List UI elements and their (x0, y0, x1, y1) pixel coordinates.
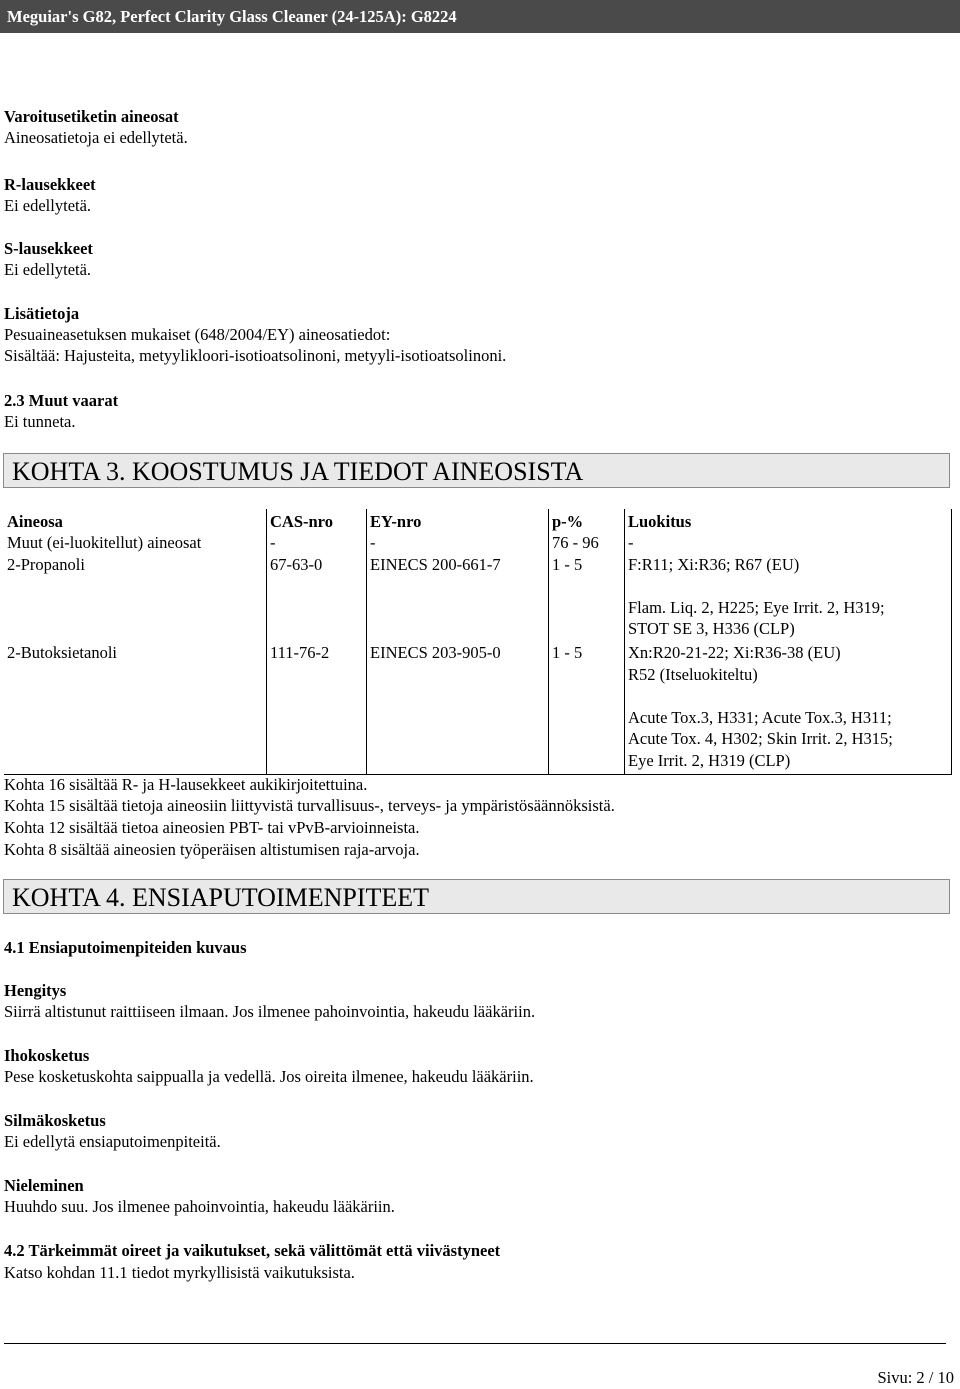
row-3-ingredient: 2-Butoksietanoli (7, 643, 117, 662)
inhalation-text: Siirrä altistunut raittiiseen ilmaan. Jos ilmenee pahoinvointia, hakeudu lääkäriin. (4, 1002, 536, 1021)
section-3-title: KOHTA 3. KOOSTUMUS JA TIEDOT AINEOSISTA (3, 453, 950, 488)
row-2-ec: EINECS 200-661-7 (370, 555, 501, 574)
column-header-percent: p-% (552, 512, 584, 531)
row-2-percent: 1 - 5 (552, 555, 583, 574)
row-3-classification-line: R52 (Itseluokiteltu) (628, 665, 758, 684)
skin-contact-text: Pese kosketuskohta saippualla ja vedellä. Jos oireita ilmenee, hakeudu lääkäriin. (4, 1067, 534, 1086)
column-divider (266, 509, 267, 774)
other-hazards-heading: 2.3 Muut vaarat (4, 391, 119, 410)
row-3-classification-line: Acute Tox.3, H331; Acute Tox.3, H311; (628, 708, 892, 727)
eye-contact-text: Ei edellytä ensiaputoimenpiteitä. (4, 1132, 221, 1151)
inhalation-heading: Hengitys (4, 981, 67, 1000)
row-1-cas: - (270, 533, 276, 552)
other-hazards-text: Ei tunneta. (4, 412, 76, 431)
row-1-ingredient: Muut (ei-luokitellut) aineosat (7, 533, 202, 552)
row-2-classification-line: F:R11; Xi:R36; R67 (EU) (628, 555, 800, 574)
additional-info-heading: Lisätietoja (4, 304, 80, 323)
row-3-classification-line: Acute Tox. 4, H302; Skin Irrit. 2, H315; (628, 729, 893, 748)
footer-divider (4, 1343, 946, 1344)
additional-info-line-2: Sisältää: Hajusteita, metyylikloori-isotioatsolinoni, metyyli-isotioatsolinoni. (4, 346, 507, 365)
ingestion-text: Huuhdo suu. Jos ilmenee pahoinvointia, hakeudu lääkäriin. (4, 1197, 395, 1216)
row-3-ec: EINECS 203-905-0 (370, 643, 501, 662)
column-header-ec: EY-nro (370, 512, 422, 531)
row-1-ec: - (370, 533, 376, 552)
column-header-cas: CAS-nro (270, 512, 333, 531)
column-divider (548, 509, 549, 774)
section-3-note: Kohta 12 sisältää tietoa aineosien PBT- tai vPvB-arvioinneista. (4, 818, 420, 837)
row-3-classification-line: Eye Irrit. 2, H319 (CLP) (628, 751, 791, 770)
row-3-classification-line: Xn:R20-21-22; Xi:R36-38 (EU) (628, 643, 841, 662)
symptoms-text: Katso kohdan 11.1 tiedot myrkyllisistä vaikutuksista. (4, 1263, 355, 1282)
r-phrases-text: Ei edellytetä. (4, 196, 92, 215)
row-2-classification-line: STOT SE 3, H336 (CLP) (628, 619, 795, 638)
composition-table (4, 509, 952, 775)
section-4-title: KOHTA 4. ENSIAPUTOIMENPITEET (3, 879, 950, 914)
row-2-ingredient: 2-Propanoli (7, 555, 85, 574)
symptoms-heading: 4.2 Tärkeimmät oireet ja vaikutukset, sekä välittömät että viivästyneet (4, 1241, 501, 1260)
column-header-classification: Luokitus (628, 512, 692, 531)
first-aid-description-heading: 4.1 Ensiaputoimenpiteiden kuvaus (4, 938, 247, 957)
label-ingredients-heading: Varoitusetiketin aineosat (4, 107, 179, 126)
row-1-percent: 76 - 96 (552, 533, 599, 552)
additional-info-line-1: Pesuaineasetuksen mukaiset (648/2004/EY) aineosatiedot: (4, 325, 391, 344)
row-2-cas: 67-63-0 (270, 555, 323, 574)
row-2-classification-line: Flam. Liq. 2, H225; Eye Irrit. 2, H319; (628, 598, 885, 617)
page-number: Sivu: 2 / 10 (877, 1368, 954, 1387)
section-3-note: Kohta 8 sisältää aineosien työperäisen altistumisen raja-arvoja. (4, 840, 420, 859)
row-3-cas: 111-76-2 (270, 643, 330, 662)
section-3-note: Kohta 15 sisältää tietoja aineosiin liittyvistä turvallisuus-, terveys- ja ympäristösäännöksistä. (4, 796, 615, 815)
label-ingredients-text: Aineosatietoja ei edellytetä. (4, 128, 188, 147)
row-1-classification: - (628, 533, 634, 552)
s-phrases-heading: S-lausekkeet (4, 239, 93, 258)
column-header-ingredient: Aineosa (7, 512, 63, 531)
section-3-note: Kohta 16 sisältää R- ja H-lausekkeet aukikirjoitettuina. (4, 775, 368, 794)
row-3-percent: 1 - 5 (552, 643, 583, 662)
skin-contact-heading: Ihokosketus (4, 1046, 90, 1065)
document-header-title: Meguiar's G82, Perfect Clarity Glass Cleaner (24-125A): G8224 (0, 0, 960, 33)
eye-contact-heading: Silmäkosketus (4, 1111, 106, 1130)
r-phrases-heading: R-lausekkeet (4, 175, 96, 194)
s-phrases-text: Ei edellytetä. (4, 260, 92, 279)
column-divider (366, 509, 367, 774)
column-divider (624, 509, 625, 774)
ingestion-heading: Nieleminen (4, 1176, 84, 1195)
